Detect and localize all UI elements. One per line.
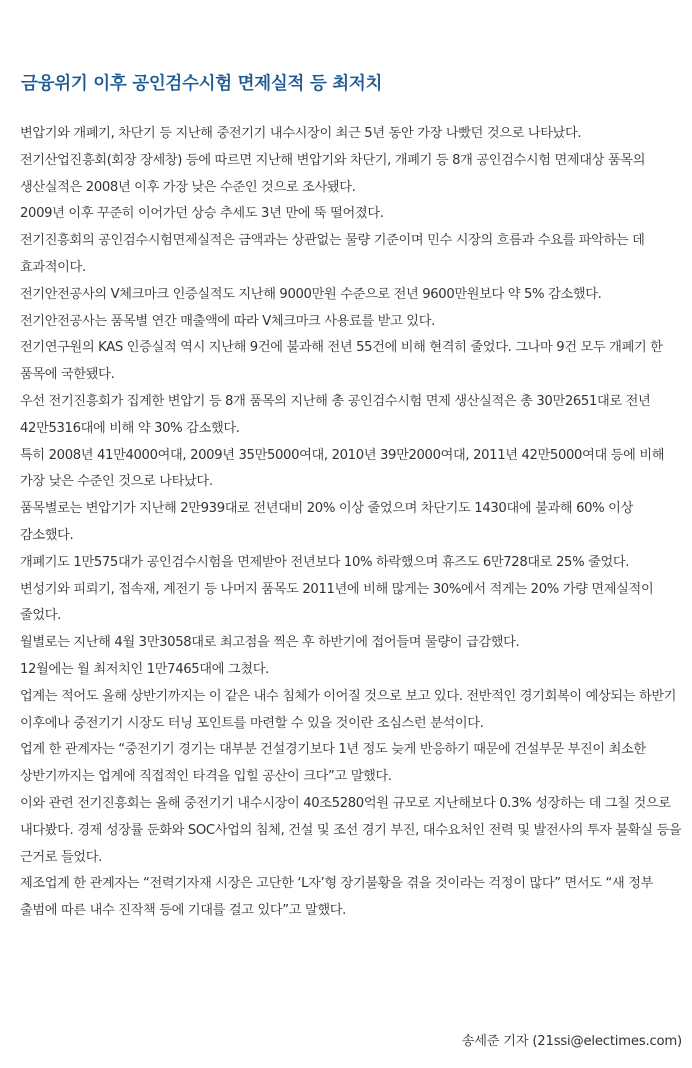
article-paragraph: 이와 관련 전기진흥회는 올해 중전기기 내수시장이 40조5280억원 규모로 지난해보다 0.3% 성장하는 데 그칠 것으로 내다봤다. 경제 성장률 둔화와 SOC사업의 침체, 건설 및 조선 경기 부진, 대수요처인 전력 및 발전사의 투자 불확실 등을 근거로 들었다. <box>20 795 682 865</box>
article-paragraph: 월별로는 지난해 4월 3만3058대로 최고점을 찍은 후 하반기에 접어들며 물량이 급감했다. <box>20 635 520 651</box>
article-paragraph: 2009년 이후 꾸준히 이어가던 상승 추세도 3년 만에 뚝 떨어졌다. <box>20 206 384 222</box>
article-paragraph: 업계 한 관계자는 “중전기기 경기는 대부분 건설경기보다 1년 정도 늦게 반응하기 때문에 건설부문 부진이 최소한 상반기까지는 업계에 직접적인 타격을 입힐 공산이 크다”고 말했다. <box>20 742 646 785</box>
article-paragraph: 12월에는 월 최저치인 1만7465대에 그쳤다. <box>20 661 269 677</box>
article-paragraph: 특히 2008년 41만4000여대, 2009년 35만5000여대, 2010년 39만2000여대, 2011년 42만5000여대 등에 비해 가장 낮은 수준인 것으로 나타났다. <box>20 447 665 490</box>
article-paragraph: 전기산업진흥회(회장 장세창) 등에 따르면 지난해 변압기와 차단기, 개폐기 등 8개 공인검수시험 면제대상 품목의 생산실적은 2008년 이후 가장 낮은 수준인 것으로 조사됐다. <box>20 152 646 195</box>
article-paragraph: 변성기와 피뢰기, 접속재, 계전기 등 나머지 품목도 2011년에 비해 많게는 30%에서 적게는 20% 가량 면제실적이 줄었다. <box>20 581 654 624</box>
top-header-strip <box>0 0 692 58</box>
article-paragraph: 우선 전기진흥회가 집계한 변압기 등 8개 품목의 지난해 총 공인검수시험 면제 생산실적은 총 30만2651대로 전년 42만5316대에 비해 약 30% 감소했다. <box>20 393 651 436</box>
article-body <box>20 121 688 925</box>
article-headline: 금융위기 이후 공인검수시험 면제실적 등 최저치 <box>21 74 383 94</box>
article-paragraph: 전기연구원의 KAS 인증실적 역시 지난해 9건에 불과해 전년 55건에 비해 현격히 줄었다. 그나마 9건 모두 개폐기 한 품목에 국한됐다. <box>20 340 663 383</box>
article-paragraph: 제조업계 한 관계자는 “전력기자재 시장은 고단한 ‘L자’형 장기불황을 겪을 것이라는 걱정이 많다” 면서도 “새 정부 출범에 따른 내수 진작책 등에 기대를 걸고 있다”고 말했다. <box>20 876 654 919</box>
article-paragraph: 전기안전공사의 V체크마크 인증실적도 지난해 9000만원 수준으로 전년 9600만원보다 약 5% 감소했다. 전기안전공사는 품목별 연간 매출액에 따라 V체크마크 사용료를 받고 있다. <box>20 286 602 329</box>
reporter-byline: 송세준 기자 (21ssi@electimes.com) <box>461 1034 682 1049</box>
article-paragraph: 업계는 적어도 올해 상반기까지는 이 같은 내수 침체가 이어질 것으로 보고 있다. 전반적인 경기회복이 예상되는 하반기 이후에나 중전기기 시장도 터닝 포인트를 마련할 수 있을 것이란 조심스런 분석이다. <box>20 688 677 731</box>
article-paragraph: 변압기와 개폐기, 차단기 등 지난해 중전기기 내수시장이 최근 5년 동안 가장 나빴던 것으로 나타났다. <box>20 126 582 141</box>
article-paragraph: 품목별로는 변압기가 지난해 2만939대로 전년대비 20% 이상 줄었으며 차단기도 1430대에 불과해 60% 이상 감소했다. <box>20 501 633 543</box>
article-paragraph: 전기진흥회의 공인검수시험면제실적은 금액과는 상관없는 물량 기준이며 민수 시장의 흐름과 수요를 파악하는 데 효과적이다. <box>20 233 645 275</box>
article-paragraph: 개폐기도 1만575대가 공인검수시험을 면제받아 전년보다 10% 하락했으며 휴즈도 6만728대로 25% 줄었다. <box>20 554 630 570</box>
